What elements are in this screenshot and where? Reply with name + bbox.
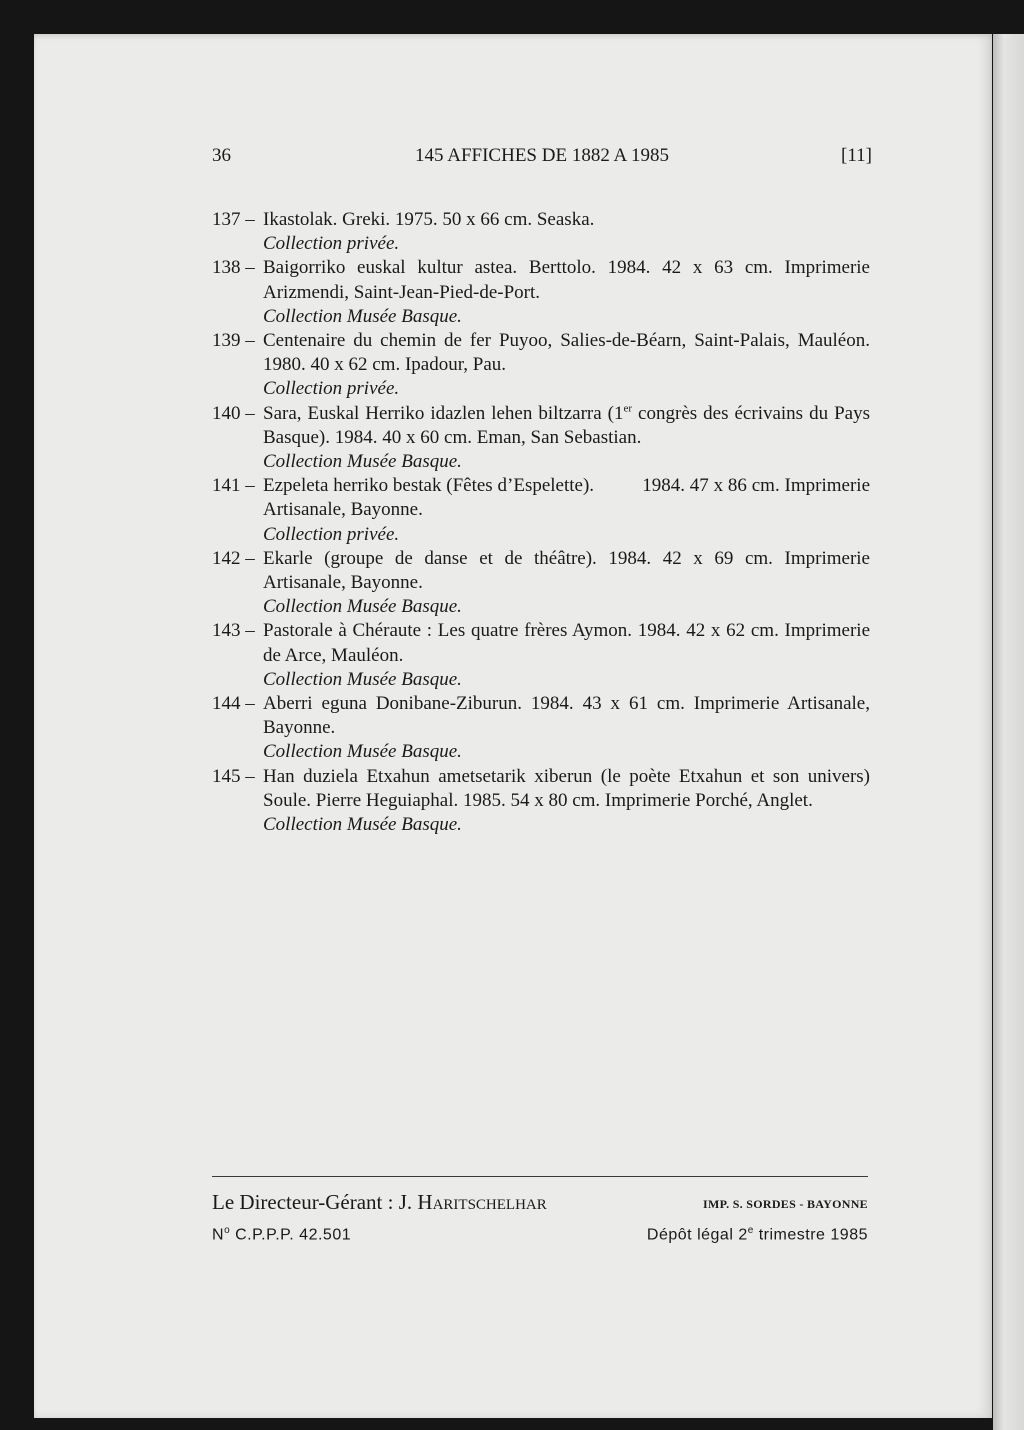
cppp-value: C.P.P.P. 42.501 xyxy=(230,1226,352,1244)
page-title: 145 AFFICHES DE 1882 A 1985 xyxy=(415,145,669,166)
entry-collection: Collection Musée Basque. xyxy=(263,451,462,473)
entry-text: Ezpeleta herriko bestak (Fêtes d’Espelette). 1984. 47 x 86 cm. Imprimerie Artisanale, Bayonne. xyxy=(263,475,874,521)
entry-text: Centenaire du chemin de fer Puyoo, Salies-de-Béarn, Saint-Palais, Mauléon. 1980. 40 x 62 cm. Ipadour, Pau. xyxy=(263,330,870,376)
depot-suffix: trimestre 1985 xyxy=(753,1226,868,1244)
next-page-edge xyxy=(993,34,1024,1430)
page-number: 36 xyxy=(212,145,231,166)
entry-collection: Collection privée. xyxy=(263,378,400,400)
entry-number: 139 – xyxy=(212,330,255,352)
entry-collection: Collection Musée Basque. xyxy=(263,741,462,763)
entry-number: 144 – xyxy=(212,693,255,715)
entry-text-start: Sara, Euskal Herriko idazlen lehen biltzarra (1 xyxy=(263,402,624,424)
entry-text: Ikastolak. Greki. 1975. 50 x 66 cm. Seaska. xyxy=(263,209,595,230)
list-item xyxy=(212,547,870,620)
list-item xyxy=(212,208,870,256)
poster-list xyxy=(212,208,874,837)
entry-number: 137 – xyxy=(212,209,255,230)
list-item xyxy=(212,692,870,765)
director-line xyxy=(212,1190,547,1215)
entry-number: 143 – xyxy=(212,620,255,642)
entry-number: 140 – xyxy=(212,402,255,424)
entry-collection: Collection Musée Basque. xyxy=(263,305,462,327)
list-item xyxy=(212,329,870,402)
entry-text-end: congrès des écrivains du Pays Basque). 1984. 40 x 60 cm. Eman, San Sebastian. xyxy=(263,402,870,448)
list-item xyxy=(212,256,870,329)
cppp-number xyxy=(212,1225,351,1244)
entry-number: 141 – xyxy=(212,475,255,497)
depot-prefix: Dépôt légal 2 xyxy=(646,1226,748,1244)
cppp-superscript: o xyxy=(224,1225,231,1236)
director-name: J. Haritschelhar xyxy=(398,1190,547,1214)
section-number: [11] xyxy=(841,145,872,166)
entry-collection: Collection Musée Basque. xyxy=(263,596,462,618)
entry-text: Aberri eguna Donibane-Ziburun. 1984. 43 x 61 cm. Imprimerie Artisanale, Bayonne. xyxy=(263,693,870,739)
entry-text: Han duziela Etxahun ametsetarik xiberun (le poète Etxahun et son univers) Soule. Pierre Heguiaphal. 1985. 54 x 80 cm. Imprimerie Porché, Anglet. xyxy=(263,765,870,811)
entry-text: Ekarle (groupe de danse et de théâtre). 1984. 42 x 69 cm. Imprimerie Artisanale, Bayonne. xyxy=(263,547,870,594)
entry-collection: Collection privée. xyxy=(263,233,400,255)
entry-number: 145 – xyxy=(212,765,255,787)
legal-deposit xyxy=(647,1225,868,1244)
director-label: Le Directeur-Gérant : xyxy=(212,1190,399,1214)
entry-number: 142 – xyxy=(212,547,255,569)
cppp-prefix: N xyxy=(212,1226,225,1244)
entry-collection: Collection Musée Basque. xyxy=(263,668,462,690)
footer-divider xyxy=(212,1176,868,1177)
entry-text: Pastorale à Chéraute : Les quatre frères Aymon. 1984. 42 x 62 cm. Imprimerie de Arce, Mauléon. xyxy=(263,620,870,666)
list-item xyxy=(212,619,870,692)
list-item xyxy=(212,765,870,838)
printer-credit: IMP. S. SORDES - BAYONNE xyxy=(702,1197,868,1211)
depot-superscript: e xyxy=(747,1225,754,1236)
ordinal-superscript: er xyxy=(623,402,633,415)
entry-collection: Collection Musée Basque. xyxy=(263,814,462,836)
list-item xyxy=(212,402,870,475)
entry-number: 138 – xyxy=(212,257,255,279)
entry-collection: Collection privée. xyxy=(263,523,400,545)
entry-text: Baigorriko euskal kultur astea. Berttolo. 1984. 42 x 63 cm. Imprimerie Arizmendi, Saint-Jean-Pied-de-Port. xyxy=(263,257,870,303)
list-item xyxy=(212,474,874,547)
running-header xyxy=(212,145,872,175)
